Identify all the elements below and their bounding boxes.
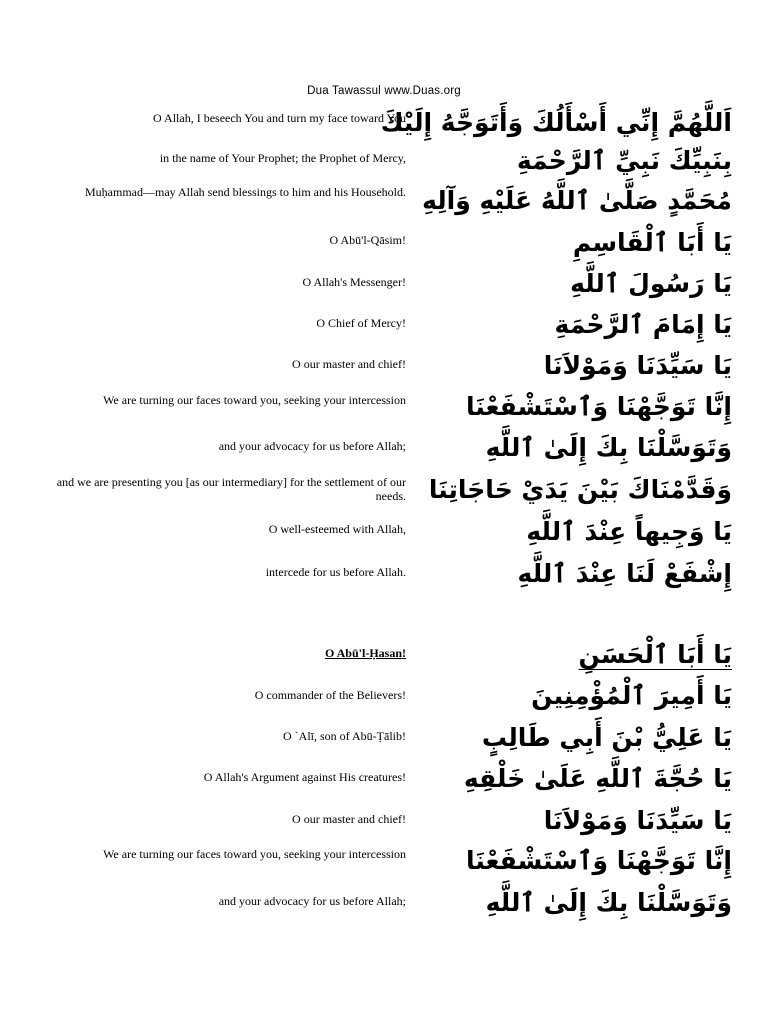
page-header: Dua Tawassul www.Duas.org <box>307 85 461 97</box>
arabic-text: وَتَوَسَّلْنَا بِكَ إِلَىٰ ٱللَّهِ <box>485 888 732 917</box>
english-translation: We are turning our faces toward you, seeking your intercession <box>103 847 406 861</box>
english-translation: Muḥammad—may Allah send blessings to him and his Household. <box>85 185 406 199</box>
arabic-text: يَا إِمَامَ ٱلرَّحْمَةِ <box>554 310 732 339</box>
english-translation: O commander of the Believers! <box>254 688 406 702</box>
english-translation: and your advocacy for us before Allah; <box>218 439 406 453</box>
english-translation: in the name of Your Prophet; the Prophet of Mercy, <box>159 151 406 165</box>
english-translation: O `Alī, son of Abū-Ṭālib! <box>283 729 406 743</box>
arabic-text: وَتَوَسَّلْنَا بِكَ إِلَىٰ ٱللَّهِ <box>485 433 732 462</box>
arabic-text: إِنَّا تَوَجَّهْنَا وَٱسْتَشْفَعْنَا <box>465 392 732 421</box>
arabic-text: مُحَمَّدٍ صَلَّىٰ ٱللَّهُ عَلَيْهِ وَآلِهِ <box>422 186 732 215</box>
arabic-text: يَا رَسُولَ ٱللَّهِ <box>570 269 732 298</box>
arabic-text: يَا أَبَا ٱلْقَاسِمِ <box>572 228 732 257</box>
arabic-text: يَا أَمِيرَ ٱلْمُؤْمِنِينَ <box>531 681 732 710</box>
english-translation: O Abū'l-Qāsim! <box>329 233 406 247</box>
english-translation: and we are presenting you [as our intermediary] for the settlement of our needs. <box>56 475 406 503</box>
arabic-text: اَللَّهُمَّ إِنِّي أَسْأَلُكَ وَأَتَوَجَّهُ إِلَيْكَ <box>380 108 732 137</box>
arabic-heading: يَا أَبَا ٱلْحَسَنِ <box>578 640 732 669</box>
english-translation: O Allah's Messenger! <box>302 275 406 289</box>
arabic-text: إِنَّا تَوَجَّهْنَا وَٱسْتَشْفَعْنَا <box>465 846 732 875</box>
english-translation: O our master and chief! <box>292 357 406 371</box>
english-translation: O Chief of Mercy! <box>316 316 406 330</box>
english-translation: O our master and chief! <box>292 812 406 826</box>
arabic-text: يَا حُجَّةَ ٱللَّهِ عَلَىٰ خَلْقِهِ <box>463 764 732 793</box>
arabic-text: وَقَدَّمْنَاكَ بَيْنَ يَدَيْ حَاجَاتِنَا <box>428 475 732 504</box>
english-translation: O well-esteemed with Allah, <box>268 522 406 536</box>
arabic-text: إِشْفَعْ لَنَا عِنْدَ ٱللَّهِ <box>517 559 732 588</box>
english-translation: We are turning our faces toward you, seeking your intercession <box>103 393 406 407</box>
arabic-text: يَا عَلِيُّ بْنَ أَبِي طَالِبٍ <box>481 723 732 752</box>
english-translation: and your advocacy for us before Allah; <box>218 894 406 908</box>
english-translation: O Allah's Argument against His creatures! <box>203 770 406 784</box>
english-translation: intercede for us before Allah. <box>265 565 406 579</box>
english-heading: O Abū'l-Ḥasan! <box>324 646 406 660</box>
arabic-text: يَا سَيِّدَنَا وَمَوْلاَنَا <box>543 806 732 835</box>
arabic-text: بِنَبِيِّكَ نَبِيِّ ٱلرَّحْمَةِ <box>516 146 732 175</box>
arabic-text: يَا وَجِيهاً عِنْدَ ٱللَّهِ <box>526 517 732 546</box>
english-translation: O Allah, I beseech You and turn my face toward You <box>153 111 406 125</box>
arabic-text: يَا سَيِّدَنَا وَمَوْلاَنَا <box>543 351 732 380</box>
